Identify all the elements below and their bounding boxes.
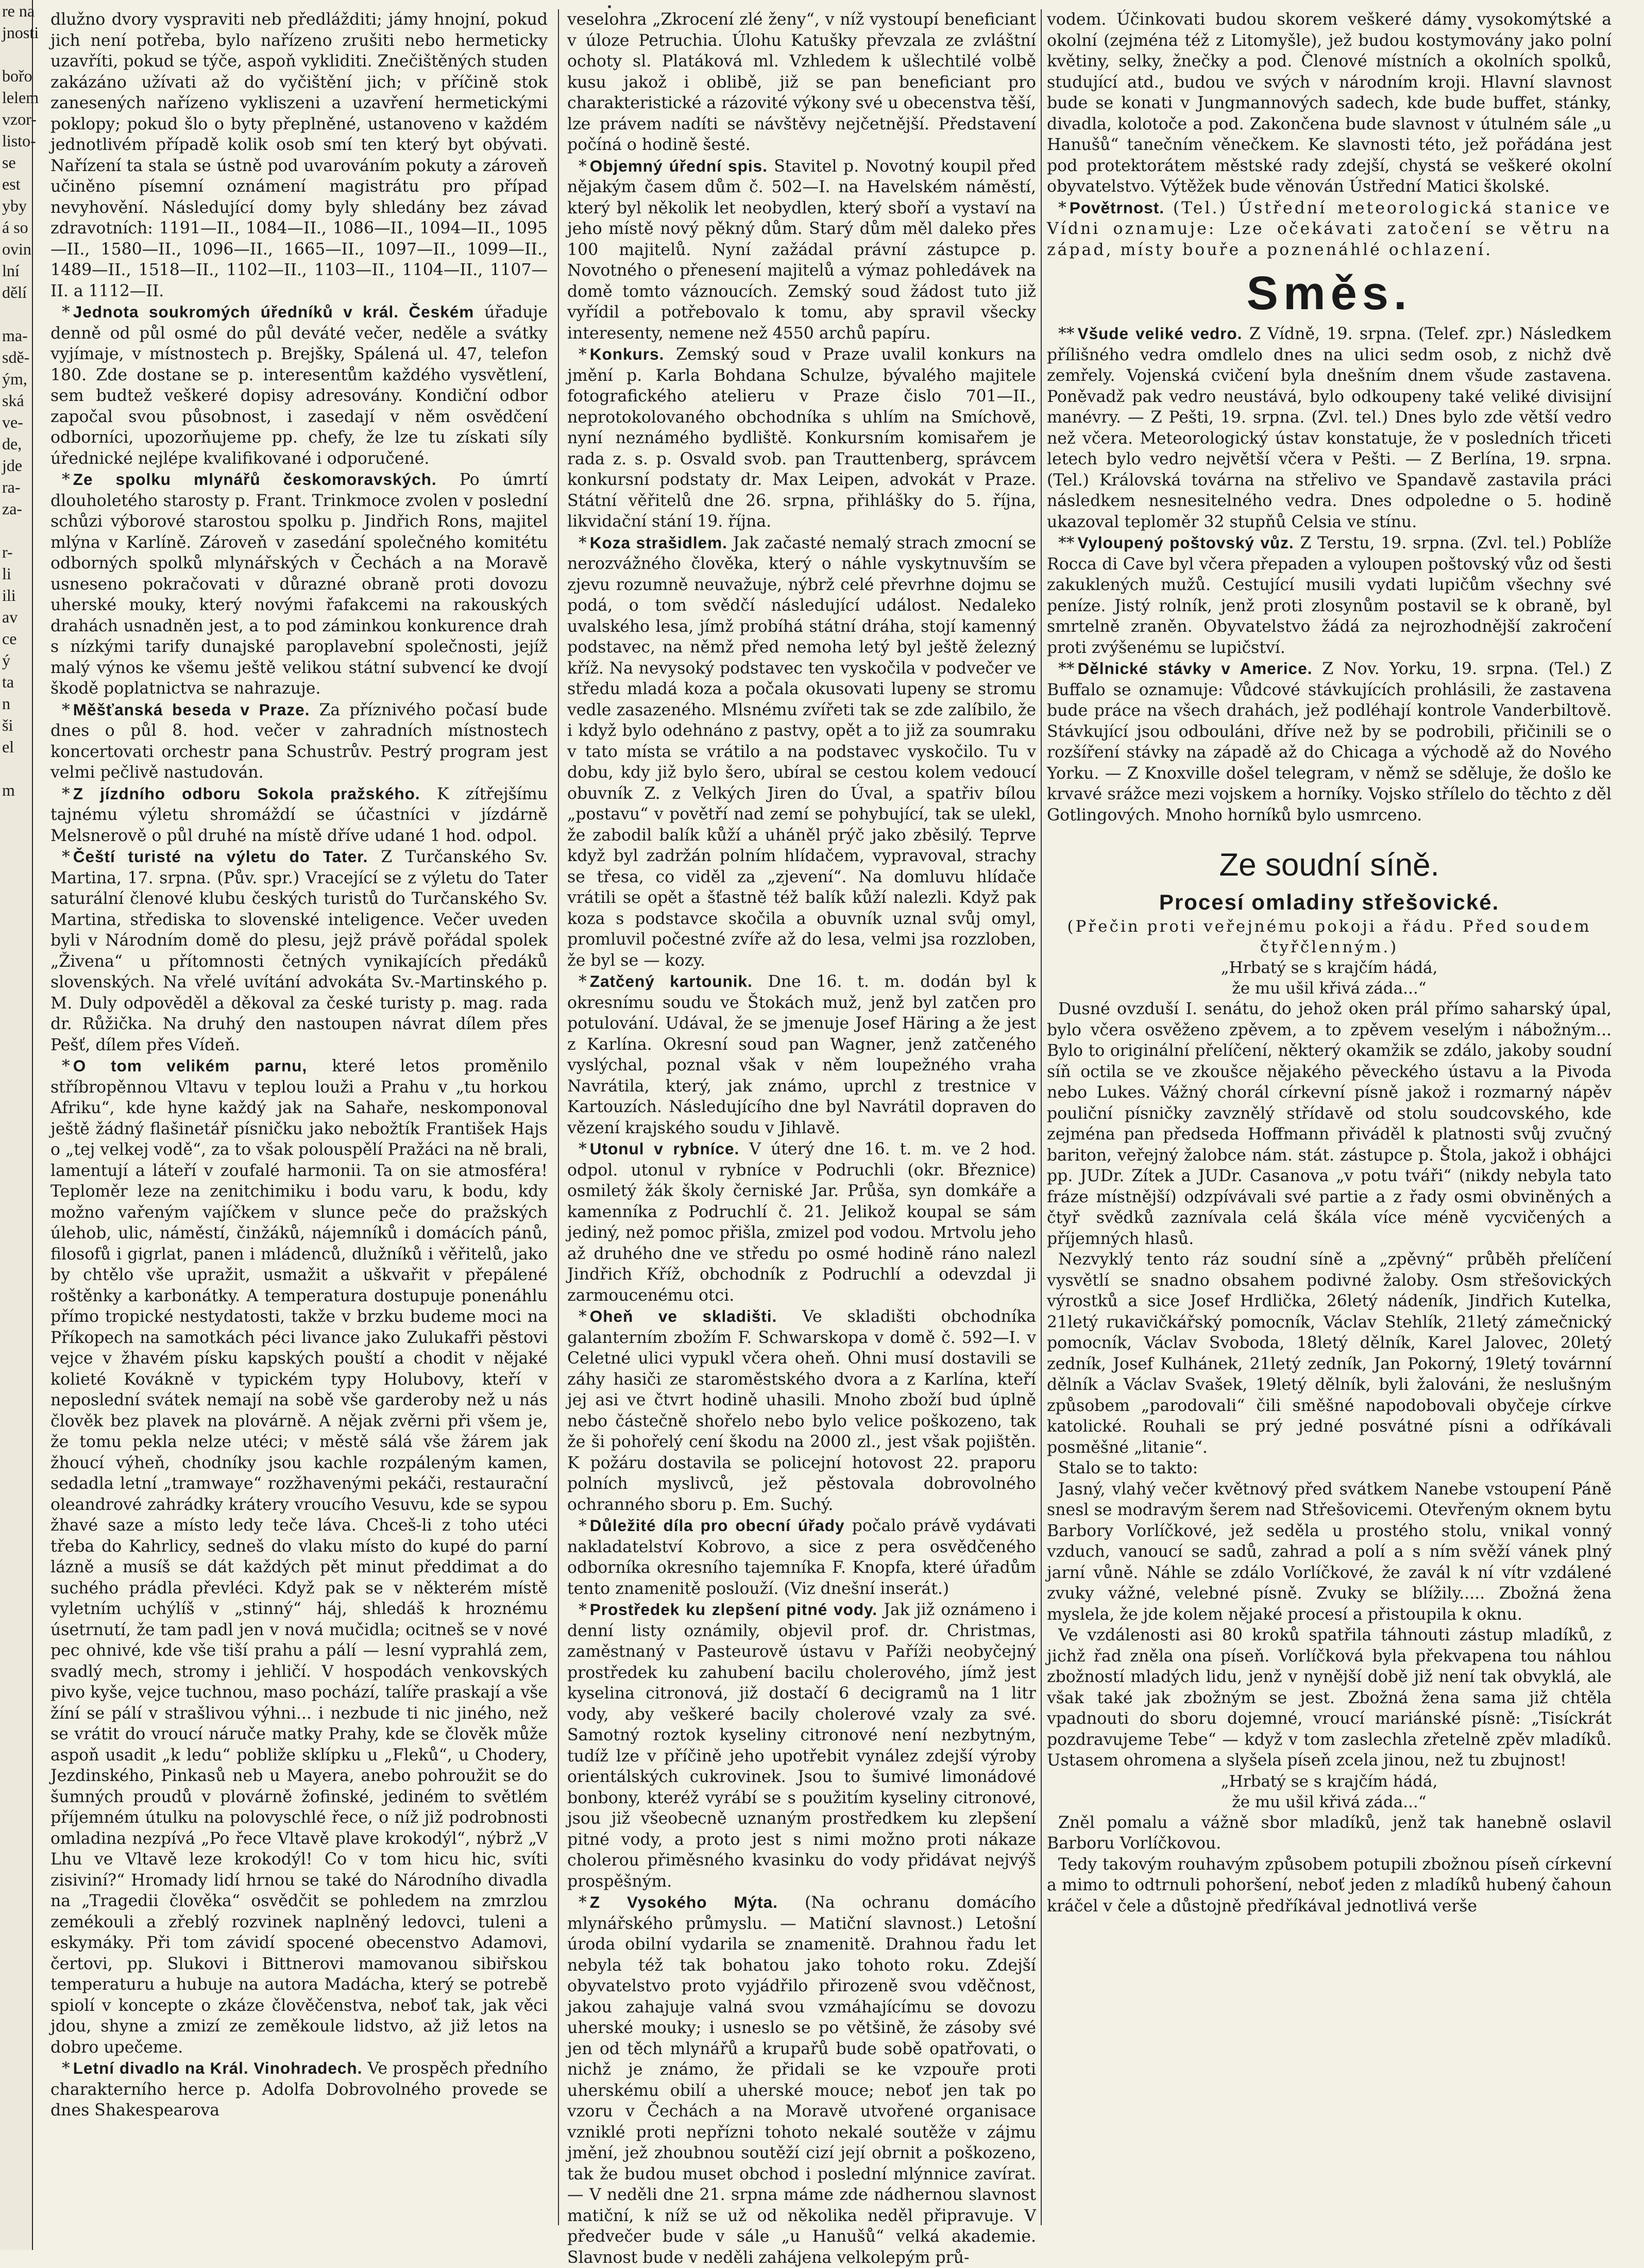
court-paragraph: Ve vzdálenosti asi 80 kroků spatřila táhnouti zástup mladíků, z jichž řad zněla ona píseň. Vorlíčková byla překvapena tou náhlou zbožností mladých lidu, jenž v nynější době již není tak obvyklá, ale však také jak zbožným se jest. Zbožná žena sama již chtěla vpadnouti do sboru dojemné, vroucí mariánské písně: „Tisíckrát pozdravujeme Tebe“ — když v tom zaslechla zřetelně zpěv mladíků. Ustasem ohromena a slyšela píseň zcela jinou, než tu zbujnost!: [1047, 1626, 1612, 1770]
section-title-mix: Směs.: [1246, 267, 1412, 320]
print-speck: [608, 5, 611, 8]
court-paragraph: Stalo se to takto:: [1058, 1459, 1198, 1477]
article-water: * Prostředek ku zlepšení pitné vody. Jak již oznámeno i denní listy oznámily, objevil prof. dr. Christmas, zaměstnaný v Pasteurově ústavu v Paříži neobyčejný prostředek ku zahubení bacilu cholerového, jímž jest kyselina citronová, již dostačí 6 decigramů na 1 litr vody, aby veškeré bacily cholerové vzaly za své. Samotný roztok kyseliny citronové není nezbytným, tudíž lze v příčině jeho upotřebit vynález zdejší výroby orientálských cukrovinek. Jsou to šumivé limonádové bonbony, kteréž vyrábí se s použitím kyseliny citronové, jsou již všeobecně uznaným prostředkem ku zlepšení pitné vody, a proto jest s nimi možno proti nákaze cholerou přiměsného kvasinku do vody přidávat nejvýš prospěšným.: [567, 1600, 1037, 1891]
verse-line: že mu ušil křivá záda...“: [1232, 979, 1427, 998]
headline: Všude veliké vedro.: [1077, 324, 1243, 343]
article-arrest: * Zatčený kartounik. Dne 16. t. m. dodán byl k okresnímu soudu ve Štokách muž, jenž byl zatčen pro potulování. Udával, že se jmenuje Josef Häring a že jest z Karlína. Okresní soud pan Wagner, jenž zatčeného vyslýchal, poznal však v něm loupežného vraha Navrátila, který, jak známo, uprchl z trestnice v Kartouzích. Následujícího dne byl Navrátil dopraven do vězení krajského soudu v Jihlavě.: [567, 972, 1036, 1137]
headline: Prostředek ku zlepšení pitné vody.: [589, 1600, 878, 1619]
left-margin-fragments: [0, 0, 39, 2250]
article-sokol-riders: * Z jízdního odboru Sokola pražského. K zítřejšímu tajnému výletu shromáždí se účastníci v jízdárně Melsnerově o půl druhé na místě dříve udané 1 hod. odpol.: [50, 784, 548, 845]
headline: Měšťanská beseda v Praze.: [73, 700, 310, 719]
court-paragraph: Dusné ovzduší I. senátu, do jehož oken prál přímo saharský úpal, bylo včera osvěženo zpěvem, a to zpěvem veselým i nábožným... Bylo to originální přelíčení, některý okamžik se zdálo, jakoby soudní síň octila se ve zkoušce nějakého pěveckého ústavu a la Pivoda nebo Lukes. Vážný chorál církevní písně jakož i rozmarný nápěv pouliční písničky zavznělý střídavě od stolu soudcovského, kde zejména pan předseda Hoffmann přiváděl k platnosti svůj zvučný bariton, veřejný žalobce nám. stát. zástupce p. Štola, jakož i obhájci pp. JUDr. Zítek a JUDr. Casanova „v potu tváři“ (nikdy nebyla tato fráze místnější) odzpívávali své partie a z řady osmi obviněných a čtyř svědků zaznívala celá škála více méně vycvičených a příjemných hlasů.: [1047, 1000, 1612, 1248]
headline: Zatčený kartounik.: [589, 972, 753, 990]
margin-fragment: [0, 43, 32, 65]
headline: Letní divadlo na Král. Vinohradech.: [73, 2059, 363, 2077]
margin-fragment: dělí: [2, 283, 27, 301]
margin-fragment: ská: [2, 391, 24, 410]
verse-line: že mu ušil křivá záda...“: [1232, 1792, 1427, 1811]
article-comedy: veselohra „Zkrocení zlé ženy“, v níž vystoupí beneficiant v úloze Petruchia. Úlohu Katušky převzala ze zvláštní ochoty sl. Platáková ml. Vzhledem k ušlechtilé volbě kusu jakož i oblibě, již se pan beneficiant pro charakteristické a rázovité výkony své u obecenstva těší, lze právem nadíti se návštěvy nejčetnější. Představení počíná o hodině šesté.: [567, 10, 1036, 154]
margin-fragment: á so: [2, 218, 28, 237]
column-rule: [558, 9, 559, 2225]
headline: O tom velikém parnu,: [73, 1056, 308, 1075]
column-rule: [1041, 9, 1042, 2225]
article-drowning: * Utonul v rybníce. V úterý dne 16. t. m. ve 2 hod. odpol. utonul v rybníce v Podruchli (okr. Březnice) osmiletý žák školy černiské Jar. Průša, syn domkáře a kamenníka z Podruchlí č. 21. Jelikož koupal se sám jediný, než pomoc přišla, zmizel pod vodou. Mrtvolu jeho až druhého dne ve středu po osmé hodině ráno nalezl Jindřich Kříž, obchodník z Podruchlí a odevzdal ji zarmoucenému otci.: [567, 1139, 1036, 1305]
article-strikes: ** Dělnické stávky v Americe. Z Nov. Yorku, 19. srpna. (Tel.) Z Buffalo se oznamuje: Vůdcové stávkujících prohlásili, že zastavena bude práce na všech drahách, jež podléhají kontrole Vanderbiltově. Stávkující jsou odbouláni, dříve než by se podrobili, přičinili se o rozšíření stávky na západě až do Chicaga a východě až do Nového Yorku. — Z Knoxville došel telegram, v němž se sděluje, že došlo ke krvavé srážce mezi vojskem a horníky. Vojsko střílelo do těchto z děl Gotlingových. Mnoho horníků bylo usmrceno.: [1047, 659, 1612, 825]
article-goat-ghost: * Koza strašidlem. Jak začasté nemalý strach zmocní se nerozvážného člověka, který o náhle vyskytnuvším se zjevu rozumně neuvažuje, nýbrž celé převrhne dojmu se podá, o tom svědčí následující událost. Nedaleko uvalského lesa, jímž probíhá státní dráha, stojí kamenný podstavec, na němž před nemoha letý byl ještě železný kříž. Na nevysoký podstavec ten vyskočila v podvečer ve středu mladá koza a počala okusovati lupeny se stromu vedle zasazeného. Mlsnému zvířeti tak se zde zalíbilo, že i když bylo odehnáno z pastvy, opět a to již za soumraku v tato místa se vrátilo a na podstavec vyskočilo. Tu v dobu, kdy již bylo šero, ubíral se cestou kolem vedoucí obuvník Z. z Velkých Jiren do Úval, a spatřiv bílou „postavu“ v povětří nad zemí se pohybující, tak se ulekl, že zabodil balík kůží a uháněl prýč jako zběsilý. Teprve když byl zadržán polním hlídačem, vypravoval, strachy se třesa, co viděl za „zjevení“. Na domluvu hlídače vrátili se opět a šťastně též balík kůží nalezli. Když pak koza s podstavce skočila a obuvník uznal svůj omyl, promluvil počestné zvíře až do lesa, velmi jsa rozzloben, že byl se — kozy.: [567, 533, 1036, 970]
margin-fragment: li: [2, 564, 11, 583]
margin-fragment: se: [2, 153, 16, 172]
column-3: [1047, 9, 1612, 2225]
margin-fragment: jnosti: [2, 23, 39, 42]
margin-fragment: ili: [2, 586, 16, 604]
margin-fragment: jde: [2, 456, 23, 475]
margin-fragment: listo-: [2, 131, 36, 150]
margin-fragment: n: [2, 694, 10, 713]
margin-fragment: ra-: [2, 478, 21, 496]
headline: Ze spolku mlynářů českomoravských.: [73, 470, 437, 489]
article-heatwave: ** Všude veliké vedro. Z Vídně, 19. srpna. (Telef. zpr.) Následkem přílišného vedra omdlelo dnes na ulici sedm osob, z nichž dvě zemřely. Vojenská cvičení byla dnešním dnem všude zastavena. Poněvadž pak vedro neustává, bylo odkoupeny také veliké divisijní manévry. — Z Pešti, 19. srpna. (Zvl. tel.) Dnes bylo zde větší vedro než včera. Meteorologický ústav konstatuje, že v posledních třiceti letech bylo vedro největší včera v Pešti. — Z Berlína, 19. srpna. (Tel.) Královská továrna na střelivo ve Spandavě zastavila práci následkem nesnesitelného vedra. Dnes odpoledne o 5. hodině ukazoval teploměr 32 stupňů Celsia ve stínu.: [1047, 324, 1612, 531]
article-millers: * Ze spolku mlynářů českomoravských. Po úmrtí dlouholetého starosty p. Frant. Trinkmoce zvolen v poslední schůzi výborové starostou spolku p. Jindřich Rons, majitel mlýna v Karlíně. Zároveň v zasedání společného komitétu odborných spolků mlynářských v Čechách a na Moravě usneseno pokračovati v důrazné obraně proti dovozu uherské mouky, který novými řafakcemi na rakouských drahách usnadněn jest, a to pod záminkou konkurence drah s nízkými tarify dunajské paroplavební společnosti, jejíž malý výnos ke všemu ještě velikou státní subvencí ke dvojí škodě poplatnictva se nahrazuje.: [50, 470, 548, 698]
verse-line: „Hrbatý se s krajčím hádá,: [1221, 959, 1438, 977]
section-title-court: Ze soudní síně.: [1219, 847, 1439, 883]
headline: Jednota soukromých úředníků v král. Českém: [73, 303, 474, 321]
margin-fragment: bořo: [2, 66, 32, 85]
margin-fragment: el: [2, 737, 14, 756]
headline: Oheň ve skladišti.: [589, 1307, 777, 1325]
margin-fragment: re na: [2, 2, 35, 20]
article-festival: vodem. Účinkovati budou skorem veškeré dámy vysokomýtské a okolní (zejména též z Litomyšle), jež budou kostymovány jako polní květiny, selky, žnečky a pod. Členové místních a okolních spolků, studující atd., budou ve svých v národním kroji. Hlavní slavnost bude se konati v Jungmannových sadech, kde bude buffet, stánky, divadla, kolotoče a pod. Zakončena bude slavnost v útulném sále „u Hanušů“ tanečním věnečkem. Ke slavnosti této, jež pořádána jest pod protektorátem městské rady zdejší, chystá se veškeré okolní obyvatelstvo. Výtěžek bude věnován Ústřední Matici školské.: [1047, 10, 1612, 196]
headline: Dělnické stávky v Americe.: [1077, 659, 1313, 678]
headline: Důležité díla pro obecní úřady: [589, 1516, 845, 1535]
margin-fragment: [0, 519, 32, 541]
margin-fragment: m: [2, 781, 15, 799]
court-paragraph: Nezvyklý tento ráz soudní síně a „zpěvný“ průběh přelíčení vysvětlí se snadno obsahem podivné žaloby. Osm střešovických výrostků a sice Josef Hrdlička, 26letý nádeník, Jindřich Kutelka, 21letý rukavičkářský pomocník, Václav Stehlík, 21letý zámečnický pomocník, Václav Svoboda, 18letý dělník, Karel Jalovec, 20letý zedník, Josef Kulhánek, 21letý zedník, Jan Pokorný, 19letý továrnní dělník a Václav Svašek, 19letý dělník, byli žalováni, že neslušným způsobem „parodovali“ čili směšné napodobovali obyčeje církve katolické. Rouhali se prý jedné posvátné písni a odříkávali posměšné „litanie“.: [1047, 1250, 1612, 1457]
margin-fragment: ovin: [2, 240, 31, 258]
column-2: [567, 9, 1037, 2267]
verse-line: „Hrbatý se s krajčím hádá,: [1221, 1772, 1438, 1791]
article-summer-theatre: * Letní divadlo na Král. Vinohradech. Ve prospěch předního charakterního herce p. Adolfa Dobrovolného provede se dnes Shakespearova: [50, 2059, 548, 2120]
article-bankruptcy: * Konkurs. Zemský soud v Praze uvalil konkurs na jmění p. Karla Bohdana Schulze, bývalého majitele fotografického atelieru v Praze čislo 701—II., neprotokolovaného obchodníka s uhlím na Smíchově, nyní neznámého bydliště. Konkursním komisařem je rada z. s. p. Osvald svob. pan Trauttenberg, správcem konkursní podstaty dr. Max Leipen, advokát v Praze. Státní věřitelů dne 26. srpna, přihlášky do 5. října, likvidační stání 19. října.: [567, 345, 1037, 531]
article-municipal-work: * Důležité díla pro obecní úřady počalo právě vydávati nakladatelství Kobrovo, a sice z pera osvědčeného odborníka okresního tajemníka F. Knopfa, které úřadům tento znamenitě poslouží. (Viz dnešní inserát.): [567, 1516, 1037, 1598]
article-vysoke-myto: * Z Vysokého Mýta. (Na ochranu domácího mlynářského průmyslu. — Matiční slavnost.) Letošní úroda obilní vydarila se znamenitě. Drahnou řadu let nebyla též tak bohatou jako tohoto roku. Zdejší obyvatelstvo proto vyjádřilo přirozeně svou vděčnost, jakou zahajuje valná svou vzmáhajícímu se dovozu uherské mouky; i usneslo se po většině, že zásoby své jen od těch mlynářů a krupařů bude sobě opatřovati, o nichž je známo, že přidali se ke vzpouře proti uherskému obilí a uherské mouce; neboť jen tak po vzoru v Čechách a na Moravě utvořené organisace vzniklé proti nepřízni tohoto nekalé soutěže v zájmu jmění, jež zhoubnou soutěží cizí její obrnit a poškozeno, tak že budou muset obchod i poslední mlýnnice zavírat. — V neděli dne 21. srpna máme zde nádhernou slavnost matiční, k níž se už od několika neděl připravuje. V předvečer bude v sále „u Hanušů“ velká akademie. Slavnost bude v neděli zahájena velkolepým prů-: [567, 1893, 1037, 2267]
margin-fragment: ce: [2, 629, 17, 648]
article-sanitation: dlužno dvory vyspraviti neb předlážditi; jámy hnojní, pokud jich není potřeba, bylo nařízeno zrušiti nebo hermeticky uzavříti, pokud se týče, aspoň vykliditi. Znečištěných studen zakázáno užívati až do vyčištění jich; v příčině stok zanesených nařízeno vykliszeni a uzavření hermetickými poklopy; pokud šlo o byty přeplněné, ustanoveno v každém jednotlivém případě kolik osob smí ten který byt obývati. Nařízení ta stala se ústně pod uvarováním pokuty a zároveň učiněno písemní oznámení magistrátu pro případ nevyhovění. Následující domy byly shledány bez závad zdravotních: 1191—II., 1084—II., 1086—II., 1094—II., 1095—II., 1580—II., 1096—II., 1665—II., 1097—II., 1099—II., 1489—II., 1518—II., 1102—II., 1103—II., 1104—II., 1107—II. a 1112—II.: [50, 10, 548, 300]
margin-fragment: vzor-: [2, 110, 37, 128]
margin-fragment: lní: [2, 261, 20, 280]
margin-fragment: est: [2, 175, 21, 193]
headline: Utonul v rybníce.: [589, 1139, 740, 1158]
court-paragraph: Jasný, vlahý večer květnový před svátkem Nanebe vstoupení Páně snesl se modravým šerem nad Střešovicemi. Otevřeným oknem bytu Barbory Vorlíčkové, jež seděla u prostého stolu, vnikal vonný vzduch, vanoucí se sadů, zahrad a polí a s ním svěží vánek plný jarní vůně. Náhle se zdálo Vorlíčkové, že zavál k ní vítr vzdálené zvuky vážné, velebné písně. Zvuky se blížily..... Zbožná žena myslela, že jde kolem nějaké procesí a přistoupila k oknu.: [1047, 1480, 1612, 1624]
margin-fragment: ý: [2, 651, 10, 669]
court-paragraph: Tedy takovým rouhavým způsobem potupili zbožnou píseň církevní a mimo to odtrnuli pohoršení, neboť jeden z mladíků hubený čahoun kráčel v čele a důstojně předříkával jednotlivá verše: [1047, 1855, 1612, 1916]
headline: Vyloupený poštovský vůz.: [1077, 533, 1294, 552]
margin-fragment: za-: [2, 499, 23, 518]
court-case-note: (Přečin proti veřejnému pokoji a řádu. Před soudem čtyřčlenným.): [1067, 917, 1591, 956]
headline: Povětrnost.: [1069, 198, 1165, 217]
article-warehouse-fire: * Oheň ve skladišti. Ve skladišti obchodníka galanterním zbožím F. Schwarskopa v domě č. 592—I. v Celetné ulici vypukl včera oheň. Ohni musí dostavili se záhy hasiči ze staroměstského dvora a z Karlína, kteří jej asi ve čtvrt hodině uhasili. Mnoho zboží bud úplně nebo částečně shořelo nebo bylo velice poškozeno, tak že ši pohořelý cení škodu na 2000 zl., jest však pojištěn. K požáru dostavila se policejní hotovost 22. praporu polních myslivců, jež pěstovala dobrovolného ochranného sboru p. Em. Suchý.: [567, 1307, 1037, 1514]
margin-fragment: ým,: [2, 369, 27, 388]
margin-fragment: ma-: [2, 326, 28, 345]
article-citizens-club: * Měšťanská beseda v Praze. Za příznivého počasí bude dnes o půl 8. hod. večer v zahradních místnostech koncertovati orchestr pana Schustrův. Pestrý program jest velmi pečlivě nastudován.: [50, 700, 548, 782]
margin-fragment: ši: [2, 716, 13, 734]
margin-fragment: av: [2, 608, 18, 626]
court-case-title: Procesí omladiny střešovické.: [1159, 890, 1500, 914]
margin-fragment: r-: [2, 543, 13, 561]
article-weather: * Povětrnost. (Tel.) Ústřední meteorologická stanice ve Vídni oznamuje: Lze očekávati zatočení se větru na západ, místy bouře a poznenáhlé ochlazení.: [1047, 198, 1612, 259]
margin-fragment: lelem: [2, 88, 39, 107]
headline: Z Vysokého Mýta.: [589, 1893, 778, 1911]
headline: Z jízdního odboru Sokola pražského.: [73, 784, 420, 803]
margin-fragment: [0, 758, 32, 779]
margin-fragment: [0, 303, 32, 325]
column-1: [50, 9, 548, 2225]
article-tatra-tourists: * Čeští turisté na výletu do Tater. Z Turčanského Sv. Martina, 17. srpna. (Pův. spr.) Vracející se z výletu do Tater saturální členové klubu českých turistů do Turčanského Sv. Martina, střediska to slovenské inteligence. Večer uveden byli v Národním domě do plesu, jejž právě pořádal spolek „Živena“ u přítomnosti četných vynikajících předáků slovenských. Na vřelé uvítání advokáta Sv.-Martinského p. M. Duly odpověděl a děkoval za české turisty p. mag. rada dr. Růžička. Na druhý den nastoupen návrat dílem přes Pešť, dílem přes Vídeň.: [50, 847, 548, 1054]
headline: Objemný úřední spis.: [589, 156, 768, 175]
margin-fragment: ta: [2, 673, 14, 691]
article-clerks-union: * Jednota soukromých úředníků v král. Českém úřaduje denně od půl osmé do půl deváté večer, neděle a svátky vyjímaje, v místnostech p. Brejšky, Spálená ul. 47, telefon 180. Zde dostane se p. interesentům každého vysvětlení, sem budtež veškeré dopisy adresovány. Kondiční odbor započal svou působnost, i zasedají v něm osvědčení odborníci, upozorňujeme pp. chefy, že lze tu získati síly úřednické nejlépe kvalifikované i odporučené.: [50, 303, 548, 468]
headline: Koza strašidlem.: [589, 533, 727, 552]
margin-fragment: ve-: [2, 413, 23, 431]
article-heat: * O tom velikém parnu, které letos proměnilo stříbropěnnou Vltavu v teplou louži a Prahu v „tu horkou Afriku“, kde hyne každý jak na Sahaře, neskomponoval ještě žádný flašinetář písničku jako nebožtík František Hajs o „tej velkej vodě“, za to však polouspělí Pražáci na ně brali, lamentují a láteří v zoufalé harmonii. Ta on sie atmosféra! Teploměr leze na zenitchimiku i bodu varu, k bodu, kdy možno vařeným vajíčkem v slunce peče do pražských úlehob, ulic, náměstí, činžáků, nájemníků i domácích pánů, filosofů i gigrlat, panen i mládenců, dlužníků i věřitelů, jako by chtělo vše upražit, usmažit a uškvařit v přepálené roštěnky a karbonátky. A temperatura dostupuje ponenáhlu přímo tropické nestydatosti, takže v brzku budeme moci na Příkopech na samotkách péci livance jako Zulukafři pěstovi vejce v žhavém písku kapských pouští a chodit v nějaké kolieté Kovákně v typickém typy Holubovy, kteří v neposlední svátek nemají na sobě vše garderoby než u nás člověk bez plavek na plovárně. A nějak zvěrni při všem je, že tomu pekla nelze utéci; v městě sálá vše žárem jak žhoucí výheň, chodníky jsou kachle rozpáleným kamen, sedadla letní „tramwaye“ rozžhavenými pekáči, restaurační oleandrové zahrádky krátery vroucího Vesuvu, kde se sypou žhavé saze a místo ledy teče láva. Chceš-li z toho utéci třeba do Kahrlicy, sedneš do vlaku místo do kupé do parní lázně a musíš se dát každých pět minut předdimat a do suchého prádla převléci. Když pak se v některém místě vyletním uchýlíš v „stinný“ háj, shledáš k hroznému úsetrnutí, že tam padl jen v nová mučidla; ocitneš se v nové pec ohnivé, kde vše tiší prahu a pálí — lesní vyprahlá zem, svadlý mech, stromy i jehličí. V hospodách venkovských pivo kyše, vejce tuchnou, maso pochází, talíře praskají a vše žíní se pálí v strašlivou výhni... i nezbude ti nic jiného, než se vrátit do vroucí náruče matky Prahy, kde se člověk může aspoň usadit „k ledu“ pobliže sklípku u „Fleků“, u Chodery, Jezdinského, Pinkasů neb u Mayera, anebo pohroužit se do šumných proudů v plovárně žofinské, jediném to světlém příjemném útulku na polovyschlé řece, o níž již podrobnosti omladina nezpívá „Po řece Vltavě plave krokodýl“, nýbrž „V Lhu ve Vltavě leze krokodýl! Co v tom hicu hic, svíti zisiviní?“ Hromady lidí hrnou se také do Národního divadla na „Tragedii člověka“ osvědčit se pohledem na zmrzlou zemékouli a zřeblý rozvinek naplněný ledovci, tuleni a eskymáky. Při tom závidí spocené obecenstvo Adamovi, čertovi, pp. Slukovi i Bittnerovi mamovanou sibiřskou temperaturu a hubuje na autora Madácha, který se potrebě spiolí v koncepte o zkáze člověčenstva, neboť tak, jak věci jdou, shyne a zmizí ze zeměkoule lidstvo, až již letos na dobro upečeme.: [50, 1056, 548, 2057]
court-paragraph: Zněl pomalu a vážně sbor mladíků, jenž tak hanebně oslavil Barboru Vorlíčkovou.: [1047, 1813, 1612, 1853]
headline: Konkurs.: [589, 345, 665, 363]
margin-fragment: yby: [2, 196, 27, 215]
headline: Čeští turisté na výletu do Tater.: [73, 847, 368, 866]
margin-fragment: de,: [2, 434, 22, 453]
margin-fragment: sdě-: [2, 348, 30, 366]
article-mail-robbery: ** Vyloupený poštovský vůz. Z Terstu, 19. srpna. (Zvl. tel.) Poblíže Rocca di Cave byl včera přepaden a vyloupen poštovský vůz od šesti zakuklených mužů. Cestující musili vydati lupičům všechny své peníze. Jistý rolník, jenž proti zlosynům postavil se k obraně, byl smrtelně zraněn. Obyvatelstvo žádá za nejrozhodnější zakročení proti zvýšenému se lupičství.: [1047, 533, 1612, 657]
article-official-file: * Objemný úřední spis. Stavitel p. Novotný koupil před nějakým časem dům č. 502—I. na Havelském náměstí, který byl několik let neobydlen, který sboří a vystaví na jeho místě nový pěkný dům. Starý dům měl daleko přes 100 majitelů. Nyní zažádal právní zástupce p. Novotného o přenesení majitelů a výmaz pohledávek na domě tomto váznoucích. Zemský soud žádost tuto již vyřídil a potřebovalo k tomu, aby spravil všecky interesenty, nemene než 4550 archů papíru.: [567, 156, 1037, 343]
